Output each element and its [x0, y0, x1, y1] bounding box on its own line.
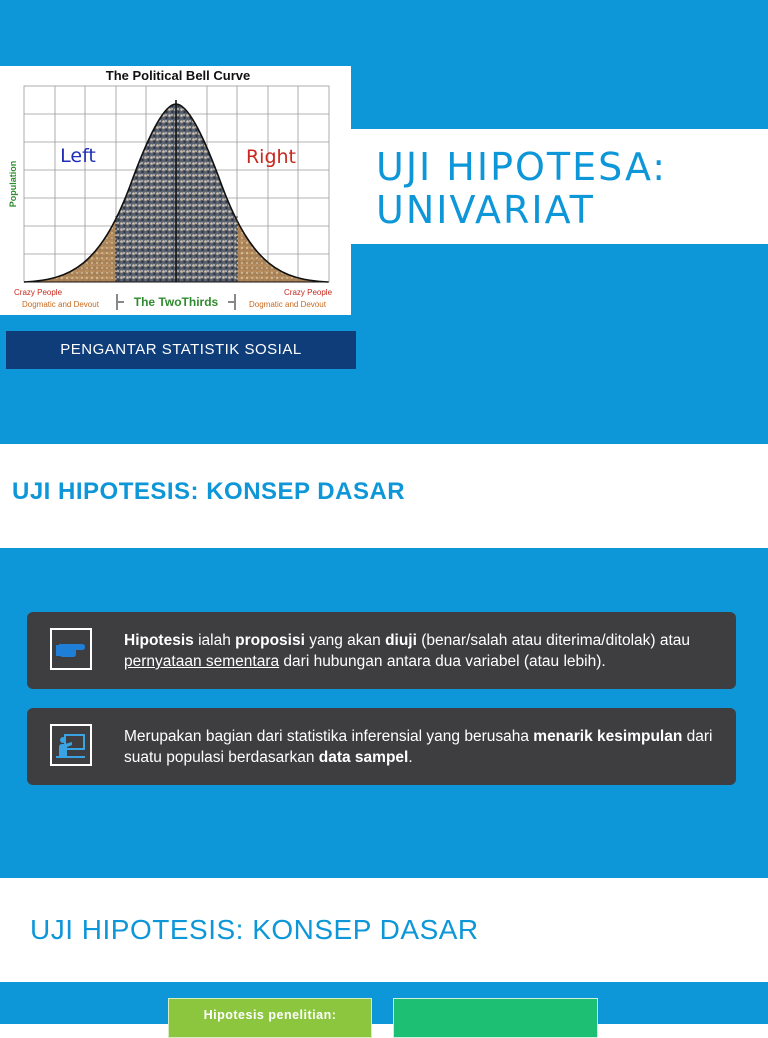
text-segment: . [408, 749, 413, 766]
slide3-header [0, 878, 768, 982]
slide2-header [0, 444, 768, 548]
pointing-hand-icon [50, 628, 92, 670]
presenter-board-icon [50, 724, 92, 766]
slide-title: UJI HIPOTESA: UNIVARIAT [376, 145, 668, 232]
term-hipotesis: Hipotesis [124, 632, 194, 649]
definition-text [124, 630, 722, 672]
bell-center-caption: The TwoThirds [133, 295, 219, 309]
research-hypothesis-box: Hipotesis penelitian: [168, 998, 372, 1038]
term-diuji: diuji [385, 632, 417, 649]
slide3-body [0, 982, 768, 1024]
text-segment: dari suatu populasi berdasarkan [124, 728, 713, 766]
slide2-body [0, 548, 768, 878]
text-segment: dari hubungan antara dua variabel (atau lebih). [279, 653, 606, 670]
slide3-heading: UJI HIPOTESIS: KONSEP DASAR [30, 914, 479, 945]
term-data-sampel: data sampel [318, 749, 409, 766]
slide-subtitle: PENGANTAR STATISTIK SOSIAL [6, 331, 356, 369]
definition-card [27, 612, 736, 689]
text-segment: Merupakan bagian dari statistika inferensial yang berusaha [124, 728, 534, 745]
term-pernyataan-sementara: pernyataan sementara [124, 653, 280, 670]
term-proposisi: proposisi [235, 632, 305, 649]
second-green-box [393, 998, 598, 1038]
bell-right-caption-1: Crazy People [284, 288, 333, 297]
bell-heading: The Political Bell Curve [105, 68, 251, 83]
inference-card [27, 708, 736, 785]
political-bell-curve-image [0, 66, 351, 315]
bell-left-caption-2: Dogmatic and Devout [22, 300, 99, 309]
bell-left-caption-1: Crazy People [14, 288, 63, 297]
title-slide [0, 0, 768, 444]
bell-y-axis-label: Population [8, 160, 18, 208]
inference-text [124, 726, 722, 768]
bell-right-label: Right [245, 146, 297, 168]
text-segment: (benar/salah atau diterima/ditolak) atau [416, 632, 691, 649]
term-menarik-kesimpulan: menarik kesimpulan [533, 728, 683, 745]
text-segment: yang akan [304, 632, 386, 649]
bell-right-caption-2: Dogmatic and Devout [249, 300, 326, 309]
slide2-heading: UJI HIPOTESIS: KONSEP DASAR [12, 478, 406, 505]
title-band [351, 129, 768, 244]
bell-left-label: Left [60, 145, 96, 167]
text-segment: ialah [193, 632, 236, 649]
